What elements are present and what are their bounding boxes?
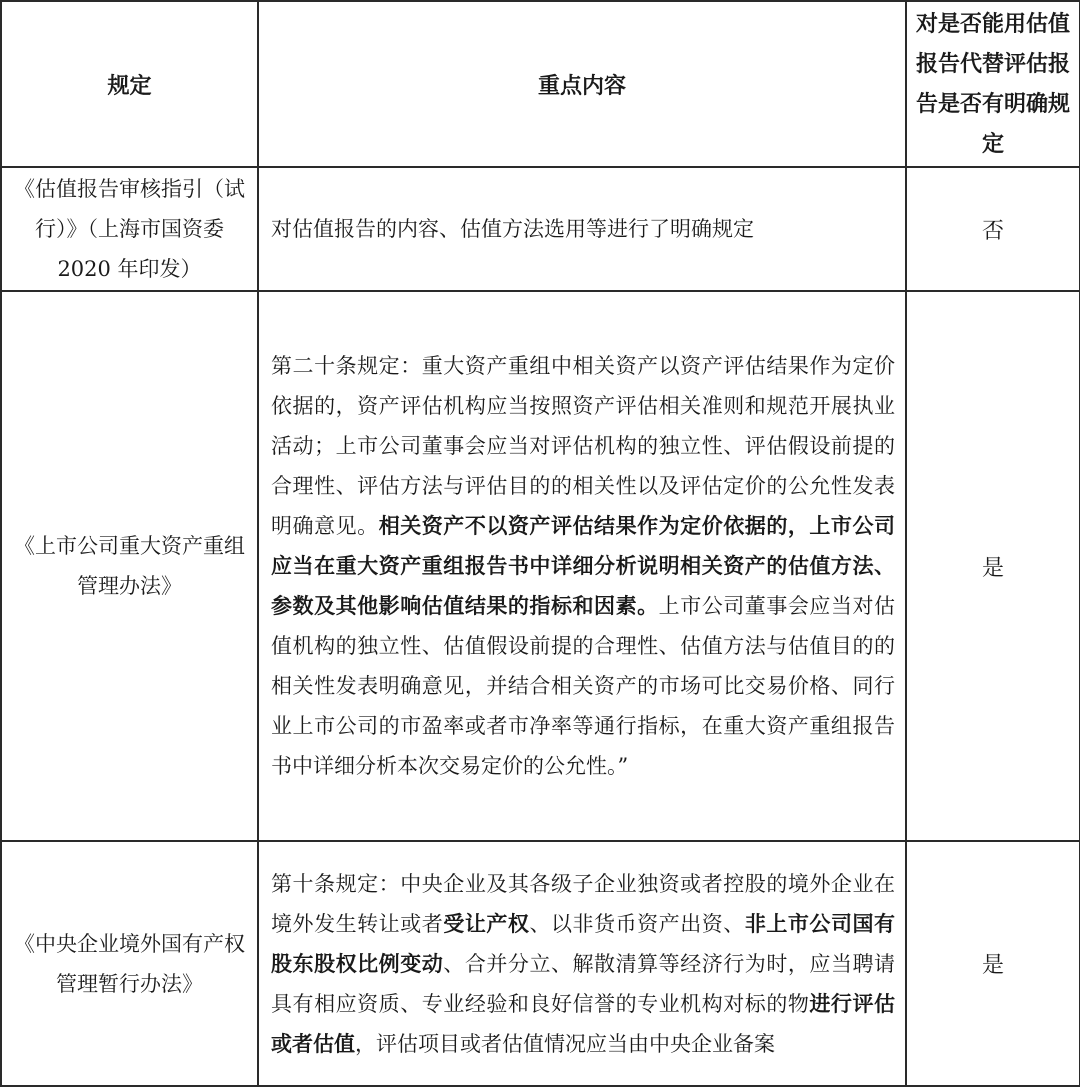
verdict-cell: 是 bbox=[906, 841, 1080, 1086]
regulation-name: 《中央企业境外国有产权管理暂行办法》 bbox=[1, 841, 258, 1086]
content-text: 对估值报告的内容、估值方法选用等进行了明确规定 bbox=[271, 217, 754, 241]
table-row bbox=[1, 291, 1080, 841]
emphasized-text: 非上市公司国有股东股权比例变动 bbox=[271, 910, 896, 976]
table-row bbox=[1, 167, 1080, 291]
emphasized-text: 受让产权 bbox=[443, 910, 530, 936]
emphasized-text: 相关资产不以资产评估结果作为定价依据的，上市公司应当在重大资产重组报告书中详细分析说明相关资产的估值方法、参数及其他影响估值结果的指标和因素。 bbox=[271, 513, 896, 618]
regulation-name: 《估值报告审核指引（试行）》（上海市国资委 2020 年印发） bbox=[1, 167, 258, 291]
key-content bbox=[258, 841, 906, 1086]
content-text: 上市公司董事会应当对估值机构的独立性、估值假设前提的合理性、估值方法与估值目的的相关性发表明确意见，并结合相关资产的市场可比交易价格、同行业上市公司的市盈率或者市净率等通行指标，在重大资产重组报告书中详细分析本次交易定价的公允性。” bbox=[271, 594, 896, 778]
verdict-cell: 是 bbox=[906, 291, 1080, 841]
content-text: 、以非货币资产出资、 bbox=[529, 911, 745, 936]
header-key-content: 重点内容 bbox=[258, 1, 906, 167]
content-text: ，评估项目或者估值情况应当由中央企业备案 bbox=[355, 1031, 775, 1056]
verdict-cell: 否 bbox=[906, 167, 1080, 291]
regulation-name: 《上市公司重大资产重组管理办法》 bbox=[1, 291, 258, 841]
key-content bbox=[258, 291, 906, 841]
header-explicit-provision: 对是否能用估值报告代替评估报告是否有明确规定 bbox=[906, 1, 1080, 167]
header-regulation: 规定 bbox=[1, 1, 258, 167]
content-text: 第十条规定：中央企业及其各级子企业独资或者控股的境外企业在境外发生转让或者 bbox=[271, 871, 895, 936]
table-row bbox=[1, 841, 1080, 1086]
content-text: 第二十条规定：重大资产重组中相关资产以资产评估结果作为定价依据的，资产评估机构应当按照资产评估相关准则和规范开展执业活动；上市公司董事会应当对评估机构的独立性、评估假设前提的合理性、评估方法与评估目的的相关性以及评估定价的公允性发表明确意见。 bbox=[271, 354, 895, 538]
header-row bbox=[1, 1, 1080, 167]
emphasized-text: 进行评估或者估值 bbox=[271, 990, 895, 1056]
content-text: 、合并分立、解散清算等经济行为时，应当聘请具有相应资质、专业经验和良好信誉的专业机构对标的物 bbox=[271, 951, 896, 1016]
key-content bbox=[258, 167, 906, 291]
